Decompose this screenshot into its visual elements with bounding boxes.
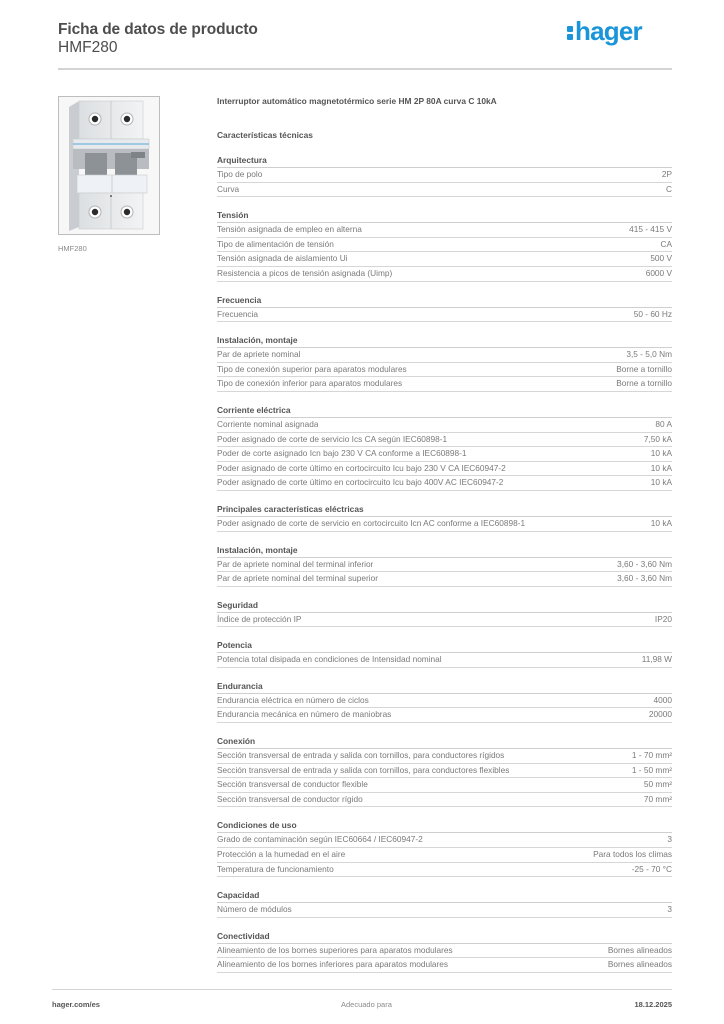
logo-text: hager [575, 16, 642, 46]
spec-value: 70 mm² [643, 793, 672, 804]
spec-label: Poder de corte asignado Icn bajo 230 V CA conforme a IEC60898-1 [217, 448, 467, 459]
spec-row [217, 252, 672, 267]
spec-label: Tensión asignada de aislamiento Ui [217, 253, 348, 264]
section-title: Instalación, montaje [217, 335, 672, 348]
spec-label: Curva [217, 183, 240, 194]
footer-divider [52, 989, 672, 990]
spec-row [217, 363, 672, 378]
spec-label: Índice de protección IP [217, 613, 302, 624]
spec-label: Corriente nominal asignada [217, 418, 319, 429]
hager-logo [567, 16, 642, 47]
spec-row [217, 348, 672, 363]
spec-row [217, 708, 672, 723]
spec-label: Temperatura de funcionamiento [217, 863, 334, 874]
spec-label: Número de módulos [217, 904, 292, 915]
circuit-breaker-icon [59, 97, 159, 234]
spec-value: Para todos los climas [593, 849, 672, 860]
spec-value: Borne a tornillo [616, 363, 672, 374]
spec-label: Tipo de conexión superior para aparatos modulares [217, 363, 407, 374]
product-image-caption: HMF280 [58, 244, 87, 253]
spec-section [217, 155, 672, 197]
spec-row [217, 958, 672, 973]
section-title: Frecuencia [217, 295, 672, 308]
spec-label: Tipo de alimentación de tensión [217, 238, 334, 249]
spec-row [217, 447, 672, 462]
spec-row [217, 764, 672, 779]
spec-value: Borne a tornillo [616, 378, 672, 389]
spec-label: Poder asignado de corte de servicio en cortocircuito Icn AC conforme a IEC60898-1 [217, 517, 526, 528]
spec-value: 50 - 60 Hz [633, 308, 672, 319]
spec-row [217, 653, 672, 668]
spec-section [217, 295, 672, 323]
spec-label: Grado de contaminación según IEC60664 / IEC60947-2 [217, 834, 423, 845]
spec-row [217, 308, 672, 323]
page-title: Ficha de datos de producto [58, 21, 258, 38]
spec-row [217, 749, 672, 764]
spec-value: 7,50 kA [643, 433, 672, 444]
spec-label: Par de apriete nominal [217, 349, 301, 360]
spec-row [217, 223, 672, 238]
spec-row [217, 168, 672, 183]
spec-value: 50 mm² [643, 779, 672, 790]
spec-value: 3,60 - 3,60 Nm [617, 558, 672, 569]
spec-value: C [666, 183, 672, 194]
section-title: Capacidad [217, 890, 672, 903]
spec-content [217, 96, 672, 973]
spec-row [217, 694, 672, 709]
spec-label: Poder asignado de corte de servicio Ics CA según IEC60898-1 [217, 433, 448, 444]
spec-row [217, 267, 672, 282]
header-divider [58, 68, 672, 70]
spec-section [217, 681, 672, 723]
spec-label: Tipo de conexión inferior para aparatos modulares [217, 378, 403, 389]
spec-row [217, 433, 672, 448]
spec-value: 11,98 W [641, 654, 672, 665]
footer-date: 18.12.2025 [634, 1000, 672, 1009]
spec-section [217, 210, 672, 281]
spec-row [217, 462, 672, 477]
spec-value: 10 kA [650, 477, 672, 488]
spec-value: IP20 [654, 613, 672, 624]
product-code: HMF280 [58, 39, 118, 56]
characteristics-heading: Características técnicas [217, 130, 313, 140]
spec-value: 6000 V [645, 267, 672, 278]
spec-value: 415 - 415 V [629, 224, 672, 235]
spec-label: Frecuencia [217, 308, 259, 319]
spec-label: Potencia total disipada en condiciones de Intensidad nominal [217, 654, 442, 665]
section-title: Endurancia [217, 681, 672, 694]
spec-row [217, 572, 672, 587]
footer-suitable-for: Adecuado para [341, 1000, 392, 1009]
spec-label: Sección transversal de entrada y salida con tornillos, para conductores rígidos [217, 750, 505, 761]
spec-label: Sección transversal de conductor flexible [217, 779, 368, 790]
spec-value: 1 - 50 mm² [631, 764, 672, 775]
spec-value: 3,60 - 3,60 Nm [617, 573, 672, 584]
spec-value: 500 V [650, 253, 672, 264]
spec-label: Sección transversal de conductor rígido [217, 793, 363, 804]
spec-value: 3 [667, 904, 672, 915]
spec-section [217, 640, 672, 668]
spec-label: Sección transversal de entrada y salida con tornillos, para conductores flexibles [217, 764, 510, 775]
spec-row [217, 944, 672, 959]
spec-label: Poder asignado de corte último en cortocircuito Icu bajo 230 V CA IEC60947-2 [217, 462, 506, 473]
product-description: Interruptor automático magnetotérmico serie HM 2P 80A curva C 10kA [217, 96, 497, 106]
section-title: Condiciones de uso [217, 820, 672, 833]
spec-label: Alineamiento de los bornes superiores para aparatos modulares [217, 944, 453, 955]
spec-label: Protección a la humedad en el aire [217, 849, 346, 860]
section-title: Conectividad [217, 931, 672, 944]
spec-label: Endurancia eléctrica en número de ciclos [217, 694, 369, 705]
footer-website[interactable]: hager.com/es [52, 1000, 100, 1009]
spec-label: Par de apriete nominal del terminal inferior [217, 558, 374, 569]
section-title: Potencia [217, 640, 672, 653]
spec-row [217, 558, 672, 573]
spec-value: 20000 [648, 709, 672, 720]
spec-row [217, 793, 672, 808]
spec-value: 10 kA [650, 462, 672, 473]
spec-row [217, 476, 672, 491]
logo-colon-icon [567, 23, 574, 41]
spec-label: Poder asignado de corte último en cortocircuito Icu bajo 400V AC IEC60947-2 [217, 477, 504, 488]
spec-row [217, 377, 672, 392]
spec-label: Endurancia mecánica en número de maniobras [217, 709, 392, 720]
spec-section [217, 890, 672, 918]
spec-sections [217, 155, 672, 973]
section-title: Tensión [217, 210, 672, 223]
spec-value: 1 - 70 mm² [631, 750, 672, 761]
spec-section [217, 931, 672, 973]
spec-row [217, 863, 672, 878]
spec-label: Alineamiento de los bornes inferiores para aparatos modulares [217, 959, 449, 970]
spec-section [217, 736, 672, 807]
spec-value: CA [660, 238, 672, 249]
spec-value: 3,5 - 5,0 Nm [626, 349, 672, 360]
spec-section [217, 405, 672, 491]
spec-label: Tensión asignada de empleo en alterna [217, 224, 362, 235]
spec-row [217, 517, 672, 532]
spec-label: Tipo de polo [217, 169, 263, 179]
spec-row [217, 778, 672, 793]
spec-section [217, 545, 672, 587]
spec-row [217, 848, 672, 863]
spec-label: Par de apriete nominal del terminal superior [217, 573, 378, 584]
spec-value: 2P [661, 169, 672, 179]
spec-value: 4000 [653, 694, 672, 705]
product-image [58, 96, 160, 235]
spec-section [217, 504, 672, 532]
section-title: Instalación, montaje [217, 545, 672, 558]
spec-section [217, 335, 672, 392]
spec-row [217, 903, 672, 918]
spec-value: Bornes alineados [607, 959, 672, 970]
spec-row [217, 418, 672, 433]
section-title: Conexión [217, 736, 672, 749]
section-title: Principales características eléctricas [217, 504, 672, 517]
section-title: Arquitectura [217, 155, 672, 168]
spec-value: Bornes alineados [607, 944, 672, 955]
spec-section [217, 820, 672, 877]
spec-value: 3 [667, 834, 672, 845]
section-title: Corriente eléctrica [217, 405, 672, 418]
spec-row [217, 238, 672, 253]
spec-section [217, 600, 672, 628]
section-title: Seguridad [217, 600, 672, 613]
spec-value: 10 kA [650, 448, 672, 459]
spec-value: -25 - 70 °C [631, 863, 672, 874]
spec-value: 10 kA [650, 517, 672, 528]
spec-row [217, 833, 672, 848]
spec-row [217, 613, 672, 628]
spec-label: Resistencia a picos de tensión asignada (Uimp) [217, 267, 393, 278]
spec-value: 80 A [655, 418, 672, 429]
spec-row [217, 183, 672, 198]
